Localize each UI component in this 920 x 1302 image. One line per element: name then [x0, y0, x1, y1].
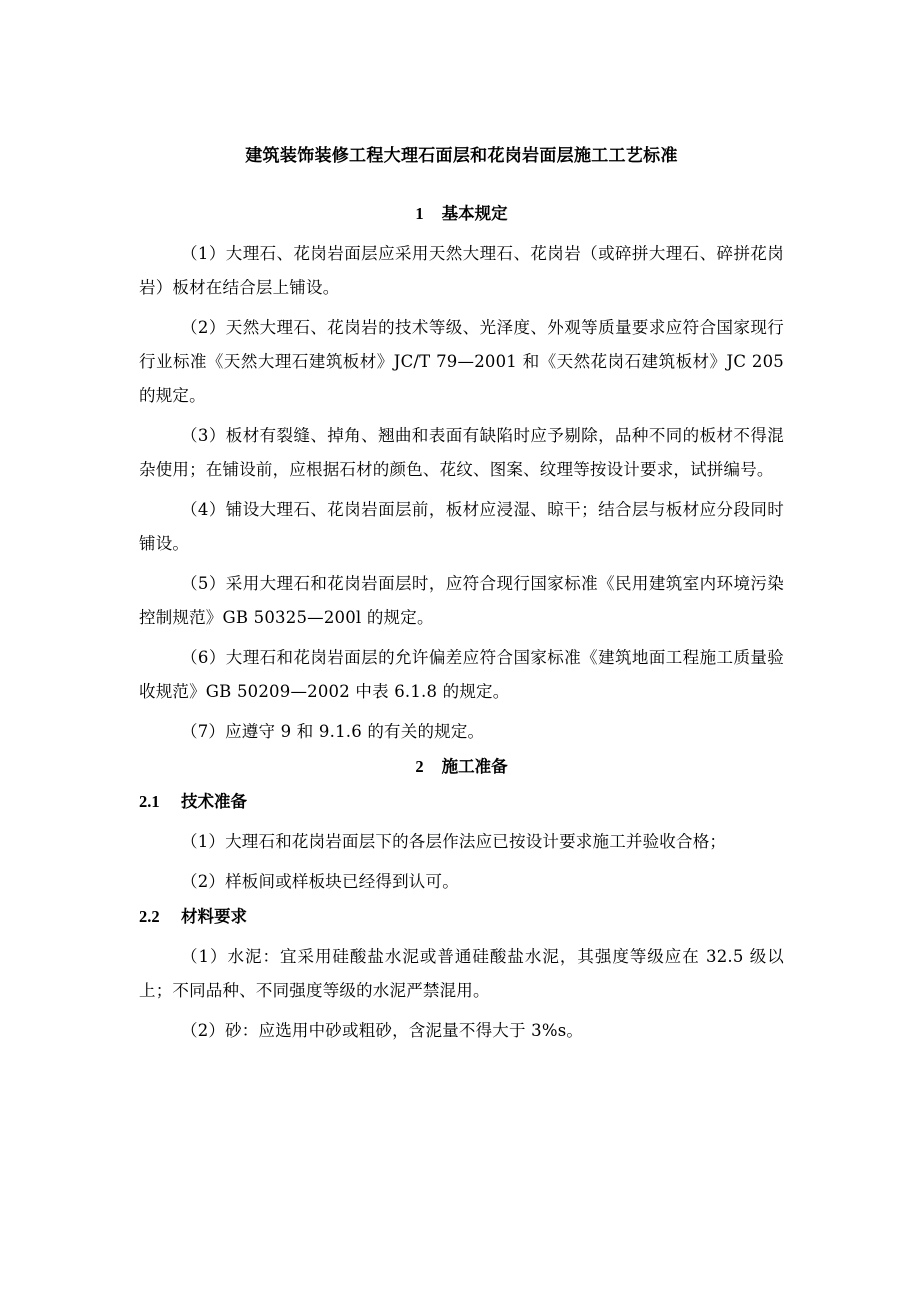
section-1-title: 基本规定 — [441, 204, 508, 223]
paragraph: （4）铺设大理石、花岗岩面层前，板材应浸湿、晾干；结合层与板材应分段同时铺设。 — [139, 500, 784, 553]
paragraph: （1）水泥：宜采用硅酸盐水泥或普通硅酸盐水泥，其强度等级应在 32.5 级以上；不同品种、不同强度等级的水泥严禁混用。 — [139, 947, 784, 1000]
paragraph: （1）大理石、花岗岩面层应采用天然大理石、花岗岩（或碎拼大理石、碎拼花岗岩）板材在结合层上铺设。 — [139, 244, 784, 297]
document-page — [139, 144, 784, 1054]
section-2-number: 2 — [415, 757, 424, 776]
paragraph: （2）砂：应选用中砂或粗砂，含泥量不得大于 3%s。 — [181, 1021, 584, 1040]
section-2-title: 施工准备 — [441, 757, 508, 776]
subsection-2-1-title: 技术准备 — [181, 792, 247, 811]
paragraph: （3）板材有裂缝、掉角、翘曲和表面有缺陷时应予剔除，品种不同的板材不得混杂使用；在铺设前，应根据石材的颜色、花纹、图案、纹理等按设计要求，试拼编号。 — [139, 426, 784, 479]
subsection-2-2-number: 2.2 — [139, 907, 160, 926]
subsection-2-2-title: 材料要求 — [181, 907, 247, 926]
section-2-heading — [139, 755, 784, 779]
subsection-2-1-heading — [139, 790, 784, 814]
paragraph: （5）采用大理石和花岗岩面层时，应符合现行国家标准《民用建筑室内环境污染控制规范》GB 50325—200l 的规定。 — [139, 574, 784, 627]
document-title: 建筑装饰装修工程大理石面层和花岗岩面层施工工艺标准 — [245, 146, 678, 166]
paragraph: （1）大理石和花岗岩面层下的各层作法应已按设计要求施工并验收合格； — [181, 832, 727, 851]
paragraph: （2）天然大理石、花岗岩的技术等级、光泽度、外观等质量要求应符合国家现行行业标准《天然大理石建筑板材》JC/T 79—2001 和《天然花岗石建筑板材》JC 205 的规定。 — [139, 318, 784, 405]
subsection-2-1-number: 2.1 — [139, 792, 160, 811]
subsection-2-2-heading — [139, 905, 784, 929]
section-1-number: 1 — [415, 204, 424, 223]
paragraph: （7）应遵守 9 和 9.1.6 的有关的规定。 — [181, 722, 485, 741]
paragraph: （2）样板间或样板块已经得到认可。 — [181, 872, 459, 891]
section-1-heading — [139, 202, 784, 226]
paragraph: （6）大理石和花岗岩面层的允许偏差应符合国家标准《建筑地面工程施工质量验收规范》GB 50209—2002 中表 6.1.8 的规定。 — [139, 648, 784, 701]
